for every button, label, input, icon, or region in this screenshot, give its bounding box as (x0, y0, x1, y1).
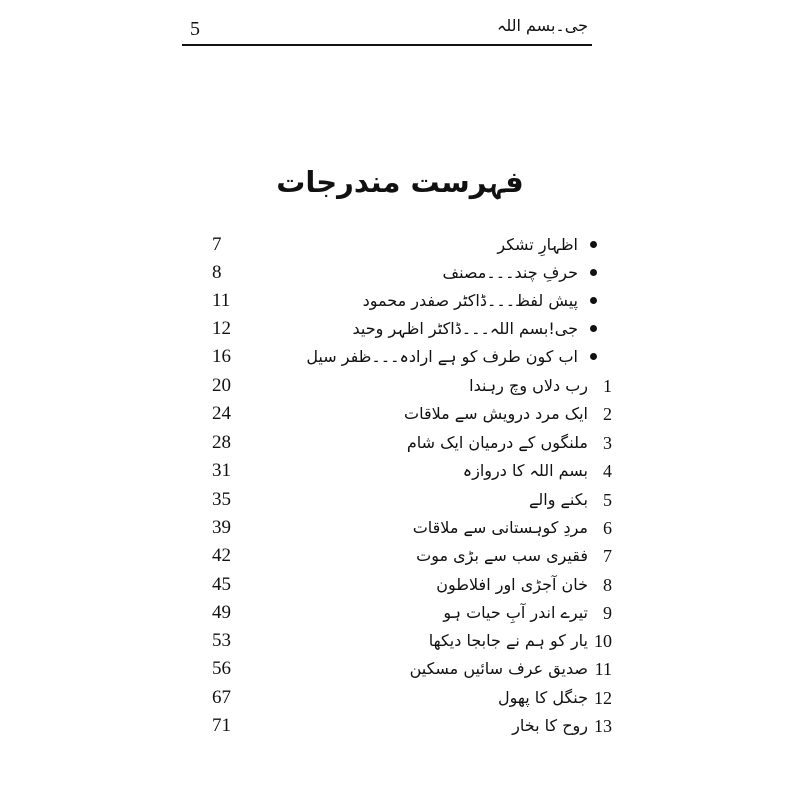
toc-page-number: 42 (212, 545, 231, 566)
toc-title: فہرست مندرجات (276, 165, 524, 199)
toc-chapter (0, 684, 800, 712)
toc-page-number: 11 (212, 290, 231, 311)
toc-entry-title: روح کا بخار (512, 716, 588, 735)
toc-entry-title: فقیری سب سے بڑی موت (416, 546, 588, 565)
toc-page-number: 8 (212, 262, 222, 283)
toc-entry (0, 315, 800, 343)
toc-chapter (0, 372, 800, 400)
running-title: جی۔بسم اللہ (496, 16, 588, 35)
chapter-number: 7 (603, 546, 612, 566)
bullet-icon (590, 269, 597, 276)
toc-entry-title: جنگل کا پھول (497, 688, 588, 707)
chapter-number: 5 (603, 490, 612, 510)
toc-chapter (0, 457, 800, 485)
toc-chapter (0, 514, 800, 542)
bullet-icon (590, 325, 597, 332)
chapter-number: 11 (594, 659, 612, 679)
toc-page-number: 12 (212, 318, 231, 339)
toc-chapter (0, 712, 800, 740)
toc-entry-title: بسم اللہ کا دروازہ (462, 461, 588, 480)
toc-entry-title: اظہارِ تشکر (497, 235, 578, 254)
toc-page-number: 71 (212, 715, 231, 736)
toc-page-number: 20 (212, 375, 231, 396)
toc-entry (0, 287, 800, 315)
toc-chapter (0, 542, 800, 570)
toc-page-number: 39 (212, 517, 231, 538)
toc-entry-title: تیرے اندر آبِ حیات ہو (443, 603, 588, 622)
toc-chapter (0, 486, 800, 514)
toc-entry-title: ایک مرد درویش سے ملاقات (404, 404, 588, 423)
toc-chapter (0, 429, 800, 457)
toc-entry-title: اب کون طرف کو ہے ارادہ۔۔۔ظفر سیل (306, 347, 578, 366)
toc-chapter (0, 627, 800, 655)
toc-page-number: 24 (212, 403, 231, 424)
toc-page-number: 16 (212, 346, 231, 367)
toc-entry-title: صدیق عرف سائیں مسکین (409, 659, 588, 678)
toc-entry-title: پیش لفظ۔۔۔ڈاکٹر صفدر محمود (362, 291, 578, 310)
toc-page-number: 67 (212, 687, 231, 708)
toc-entry-title: بکنے والے (529, 490, 588, 509)
chapter-number: 3 (603, 433, 612, 453)
bullet-icon (590, 241, 597, 248)
toc-entry-title: یار کو ہم نے جابجا دیکھا (428, 631, 588, 650)
toc-entry-title: ملنگوں کے درمیان ایک شام (406, 433, 588, 452)
chapter-number: 4 (603, 461, 612, 481)
toc-chapter (0, 571, 800, 599)
bullet-icon (590, 297, 597, 304)
toc-entry-title: حرفِ چند۔۔۔مصنف (442, 263, 578, 282)
chapter-number: 2 (603, 404, 612, 424)
page-number: 5 (190, 18, 200, 40)
chapter-number: 6 (603, 518, 612, 538)
toc-page-number: 45 (212, 574, 231, 595)
chapter-number: 9 (603, 603, 612, 623)
toc-entry (0, 343, 800, 371)
chapter-number: 10 (594, 631, 612, 651)
toc-page-number: 28 (212, 432, 231, 453)
toc-page-number: 49 (212, 602, 231, 623)
toc-entry-title: جی!بسم اللہ۔۔۔ڈاکٹر اظہر وحید (352, 319, 578, 338)
toc-entry (0, 259, 800, 287)
toc-chapter (0, 599, 800, 627)
toc-entry (0, 231, 800, 259)
toc-page-number: 53 (212, 630, 231, 651)
toc-page-number: 35 (212, 489, 231, 510)
toc-page-number: 7 (212, 234, 222, 255)
toc-entry-title: خان آجڑی اور افلاطون (436, 575, 588, 594)
toc-chapter (0, 655, 800, 683)
toc-page-number: 56 (212, 658, 231, 679)
toc-page-number: 31 (212, 460, 231, 481)
toc-entry-title: مردِ کوہستانی سے ملاقات (412, 518, 588, 537)
chapter-number: 12 (594, 688, 612, 708)
chapter-number: 13 (594, 716, 612, 736)
toc-entry-title: رب دلاں وچ رہندا (469, 376, 588, 395)
chapter-number: 8 (603, 575, 612, 595)
bullet-icon (590, 353, 597, 360)
chapter-number: 1 (603, 376, 612, 396)
toc-chapter (0, 400, 800, 428)
